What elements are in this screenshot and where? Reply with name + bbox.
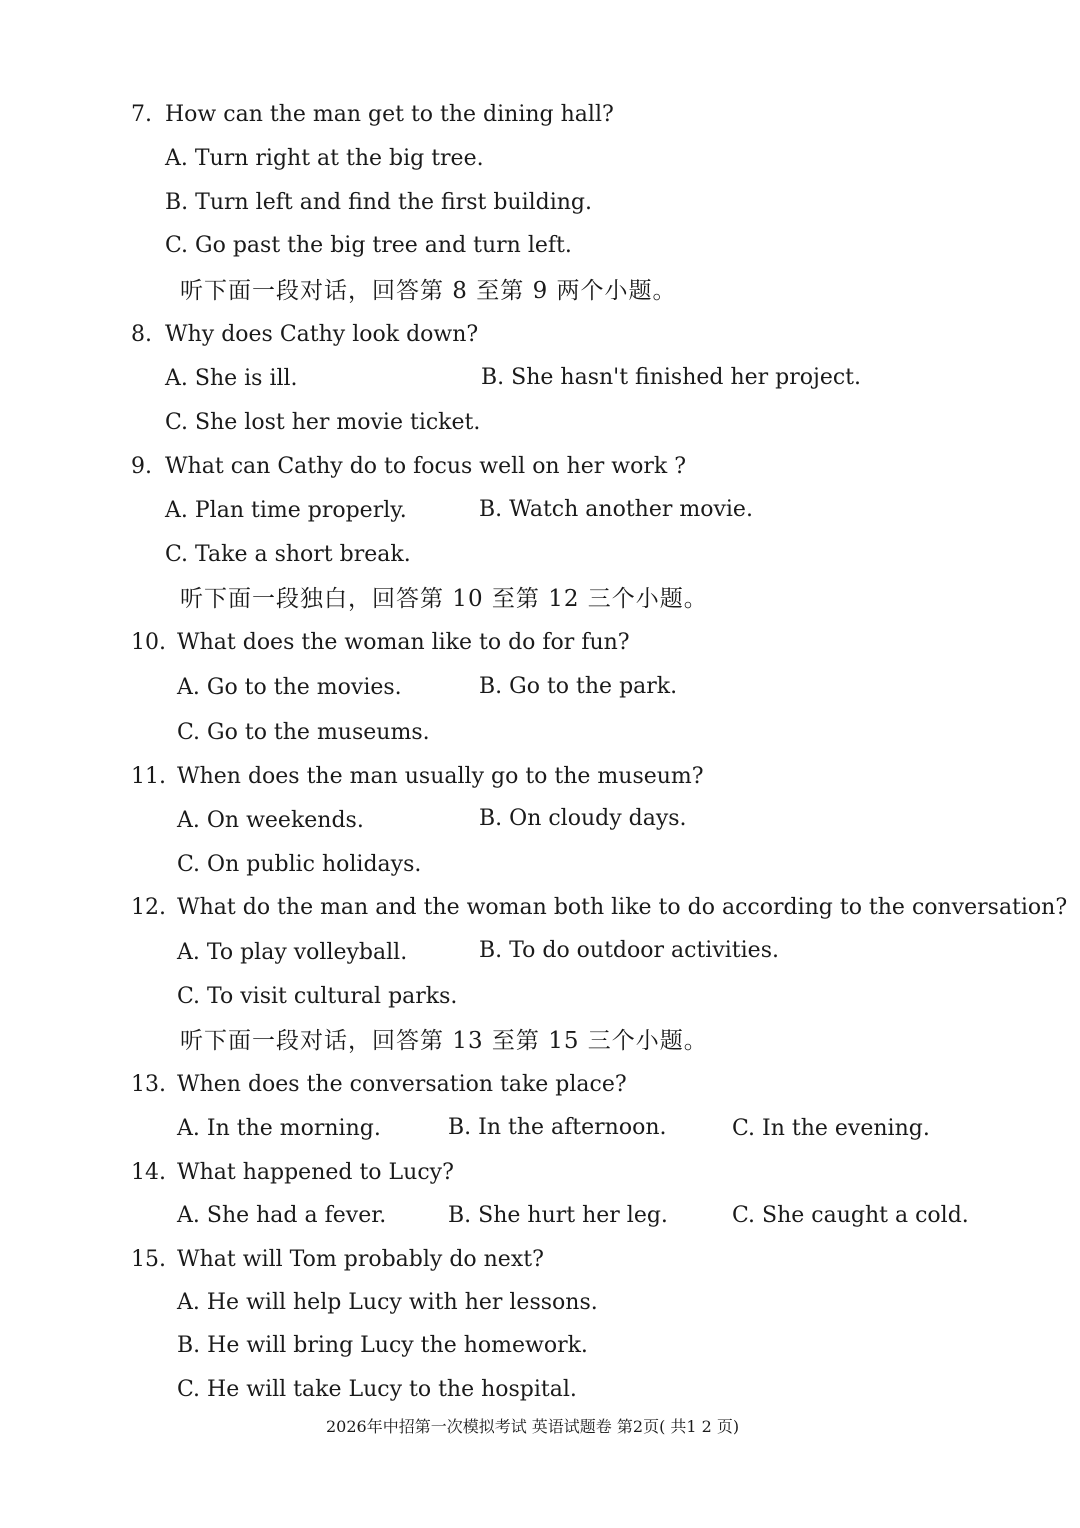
question-13-option-c: C. In the evening. xyxy=(732,1116,930,1141)
question-10-text: What does the woman like to do for fun? xyxy=(177,630,630,655)
question-8-option-a: A. She is ill. xyxy=(165,366,298,391)
question-13-number: 13. xyxy=(131,1072,166,1097)
question-10-option-a: A. Go to the movies. xyxy=(177,675,402,700)
question-12-text: What do the man and the woman both like to do according to the conversation? xyxy=(177,895,1068,920)
question-7-option-a: A. Turn right at the big tree. xyxy=(165,146,484,171)
question-12-option-a: A. To play volleyball. xyxy=(177,940,408,965)
question-8-text: Why does Cathy look down? xyxy=(165,322,479,347)
question-10-number: 10. xyxy=(131,630,166,655)
question-14-option-c: C. She caught a cold. xyxy=(732,1203,969,1228)
question-11-option-c: C. On public holidays. xyxy=(177,852,422,877)
question-13-option-a: A. In the morning. xyxy=(177,1116,381,1141)
question-13-text: When does the conversation take place? xyxy=(177,1072,627,1097)
question-14-text: What happened to Lucy? xyxy=(177,1160,454,1185)
question-8-option-b: B. She hasn't finished her project. xyxy=(481,365,862,390)
question-11-option-a: A. On weekends. xyxy=(177,808,364,833)
question-15-number: 15. xyxy=(131,1247,166,1272)
page-footer: 2026年中招第一次模拟考试 英语试题卷 第2页( 共1 2 页) xyxy=(326,1417,740,1436)
question-11-option-b: B. On cloudy days. xyxy=(479,806,687,831)
question-9-option-a: A. Plan time properly. xyxy=(165,498,407,523)
question-15-option-a: A. He will help Lucy with her lessons. xyxy=(177,1290,598,1315)
question-12-option-c: C. To visit cultural parks. xyxy=(177,984,458,1009)
question-13-option-b: B. In the afternoon. xyxy=(448,1115,667,1140)
question-14-option-b: B. She hurt her leg. xyxy=(448,1203,668,1228)
question-8-number: 8. xyxy=(131,322,152,347)
question-15-option-c: C. He will take Lucy to the hospital. xyxy=(177,1377,577,1402)
question-15-text: What will Tom probably do next? xyxy=(177,1247,544,1272)
instruction-13-15: 听下面一段对话，回答第 13 至第 15 三个小题。 xyxy=(180,1028,708,1054)
question-15-option-b: B. He will bring Lucy the homework. xyxy=(177,1333,588,1358)
question-8-option-c: C. She lost her movie ticket. xyxy=(165,410,481,435)
question-9-option-c: C. Take a short break. xyxy=(165,542,411,567)
instruction-10-12: 听下面一段独白，回答第 10 至第 12 三个小题。 xyxy=(180,586,708,612)
question-7-text: How can the man get to the dining hall? xyxy=(165,102,614,127)
question-9-number: 9. xyxy=(131,454,152,479)
question-14-number: 14. xyxy=(131,1160,166,1185)
question-7-option-b: B. Turn left and find the first building. xyxy=(165,190,593,215)
question-9-text: What can Cathy do to focus well on her work ? xyxy=(165,454,687,479)
question-9-option-b: B. Watch another movie. xyxy=(479,497,753,522)
question-11-text: When does the man usually go to the museum? xyxy=(177,764,704,789)
question-7-option-c: C. Go past the big tree and turn left. xyxy=(165,233,572,258)
question-14-option-a: A. She had a fever. xyxy=(177,1203,387,1228)
question-11-number: 11. xyxy=(131,764,166,789)
question-12-number: 12. xyxy=(131,895,166,920)
instruction-8-9: 听下面一段对话，回答第 8 至第 9 两个小题。 xyxy=(180,278,677,304)
question-7-number: 7. xyxy=(131,102,152,127)
question-10-option-c: C. Go to the museums. xyxy=(177,720,430,745)
question-10-option-b: B. Go to the park. xyxy=(479,674,678,699)
question-12-option-b: B. To do outdoor activities. xyxy=(479,938,779,963)
